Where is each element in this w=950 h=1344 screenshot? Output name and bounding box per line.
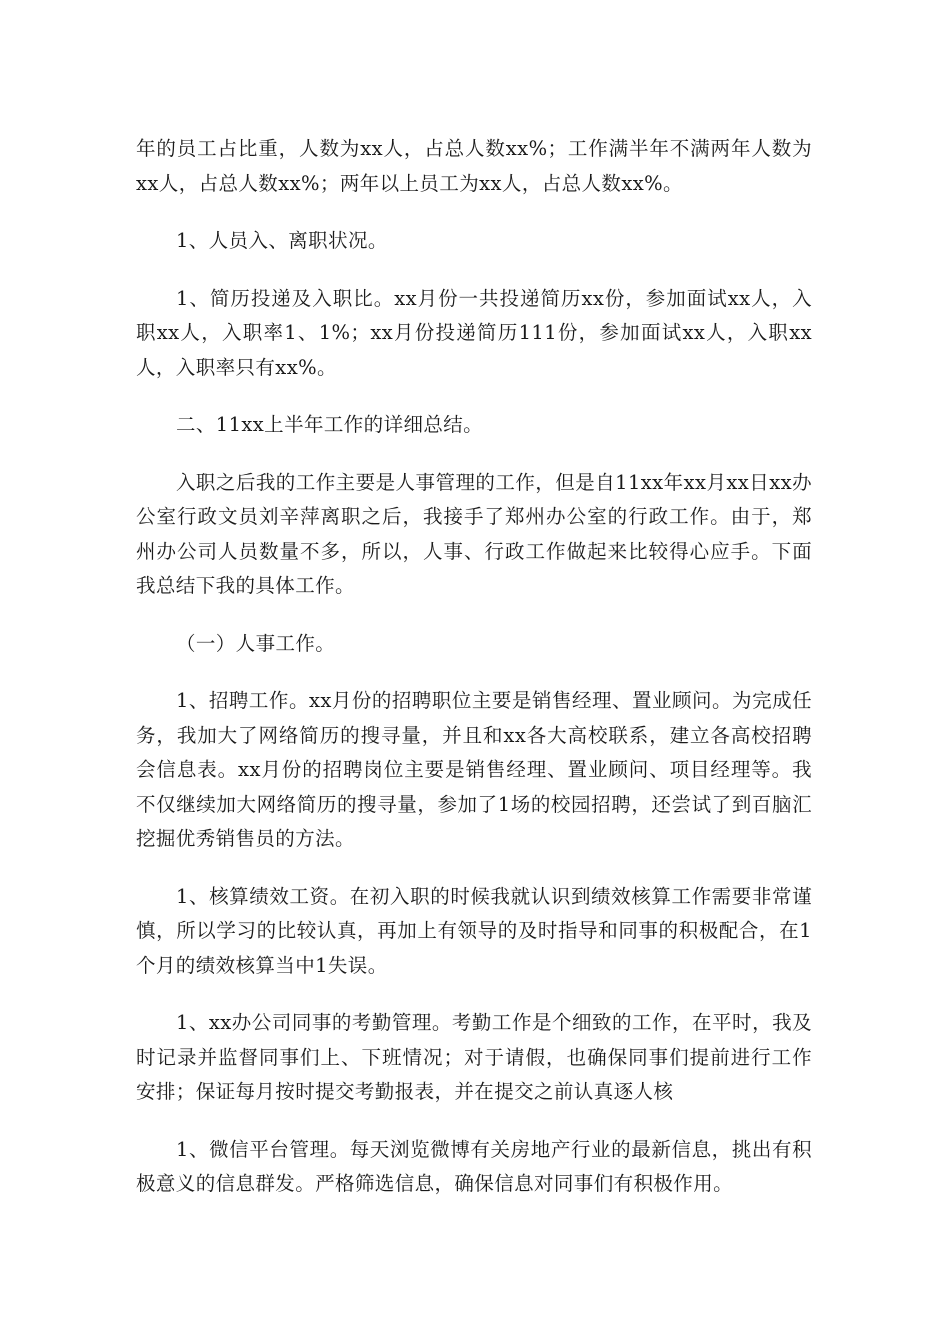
paragraph-performance-pay: 1、核算绩效工资。在初入职的时候我就认识到绩效核算工作需要非常谨慎，所以学习的比较认真，再加上有领导的及时指导和同事的积极配合，在1个月的绩效核算当中1失误。 <box>136 884 812 977</box>
paragraph-heading-hr-work: （一）人事工作。 <box>175 631 336 655</box>
paragraph-resume-ratio: 1、简历投递及入职比。xx月份一共投递简历xx份，参加面试xx人，入职xx人，入职率1、1%；xx月份投递简历111份，参加面试xx人，入职xx人，入职率只有xx%。 <box>136 286 812 379</box>
paragraph-gap <box>136 201 812 224</box>
paragraph-gap <box>136 661 812 684</box>
paragraph-gap <box>136 857 812 880</box>
document-page <box>136 132 812 1202</box>
paragraph-gap <box>136 443 812 466</box>
paragraph-work-intro: 入职之后我的工作主要是人事管理的工作，但是自11xx年xx月xx日xx办公室行政文员刘辛萍离职之后，我接手了郑州办公室的行政工作。由于，郑州办公司人员数量不多，所以，人事、行政工作做起来比较得心应手。下面我总结下我的具体工作。 <box>136 470 812 597</box>
paragraph-gap <box>136 604 812 627</box>
paragraph-heading-entry-exit: 1、人员入、离职状况。 <box>175 229 388 252</box>
paragraph-heading-half-year-summary: 二、11xx上半年工作的详细总结。 <box>175 413 484 436</box>
paragraph-gap <box>136 983 812 1006</box>
paragraph-gap <box>136 1110 812 1133</box>
paragraph-staff-tenure: 年的员工占比重，人数为xx人，占总人数xx%；工作满半年不满两年人数为xx人，占总人数xx%；两年以上员工为xx人，占总人数xx%。 <box>136 137 812 195</box>
paragraph-recruitment: 1、招聘工作。xx月份的招聘职位主要是销售经理、置业顾问。为完成任务，我加大了网络简历的搜寻量，并且和xx各大高校联系，建立各高校招聘会信息表。xx月份的招聘岗位主要是销售经理、置业顾问、项目经理等。我不仅继续加大网络简历的搜寻量，参加了1场的校园招聘，还尝试了到百脑汇挖掘优秀销售员的方法。 <box>136 689 812 850</box>
paragraph-gap <box>136 259 812 282</box>
paragraph-wechat-platform: 1、微信平台管理。每天浏览微博有关房地产行业的最新信息，挑出有积极意义的信息群发。严格筛选信息，确保信息对同事们有积极作用。 <box>136 1137 812 1195</box>
paragraph-gap <box>136 385 812 408</box>
paragraph-attendance: 1、xx办公司同事的考勤管理。考勤工作是个细致的工作，在平时，我及时记录并监督同事们上、下班情况；对于请假，也确保同事们提前进行工作安排；保证每月按时提交考勤报表，并在提交之前认真逐人核 <box>136 1011 812 1103</box>
